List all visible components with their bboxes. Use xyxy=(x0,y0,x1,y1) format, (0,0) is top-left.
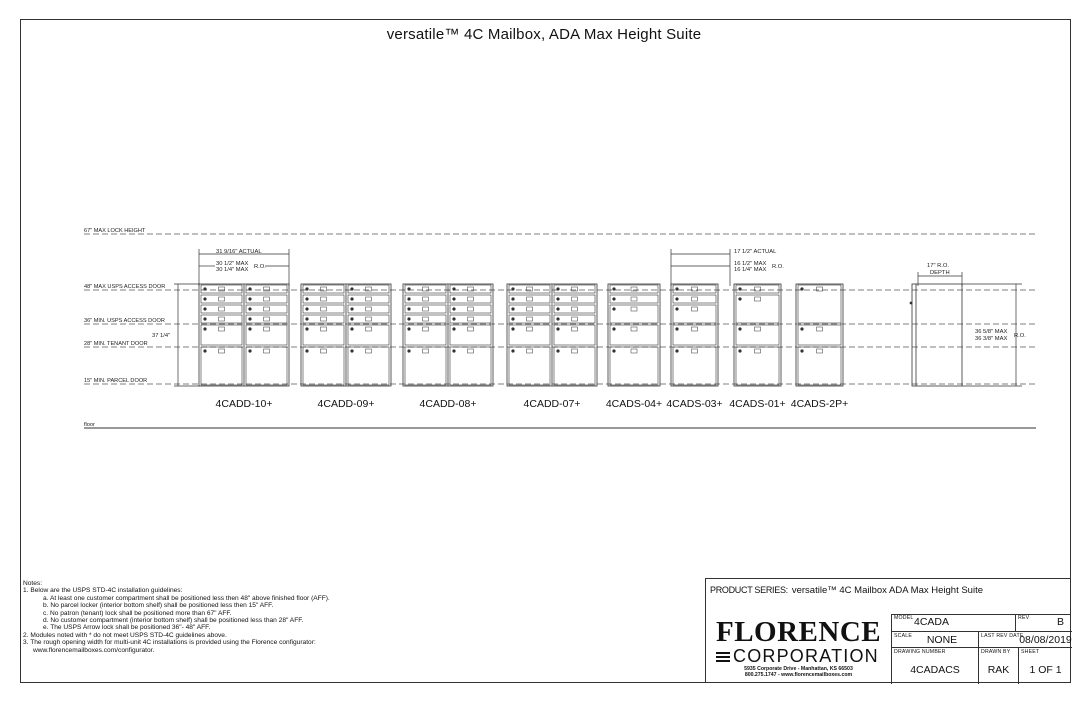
number-plate xyxy=(264,317,270,321)
compartment-door xyxy=(246,325,287,345)
lock-dot xyxy=(204,298,206,300)
lock-dot xyxy=(801,328,803,330)
number-plate xyxy=(423,297,429,301)
dim-depth-word: DEPTH xyxy=(930,270,950,276)
number-plate xyxy=(468,327,474,331)
model-cell: MODEL 4CADA xyxy=(891,614,1015,632)
compartment-door xyxy=(610,325,658,345)
dim-double-max: 30 1/2" MAX xyxy=(216,261,249,267)
compartment-door xyxy=(610,347,658,385)
lock-dot xyxy=(306,318,308,320)
compartment-door xyxy=(554,295,595,303)
sheet-cell: SHEET 1 OF 1 xyxy=(1018,648,1072,684)
number-plate xyxy=(219,297,225,301)
lock-dot xyxy=(351,308,353,310)
lock-dot xyxy=(512,298,514,300)
number-plate xyxy=(755,327,761,331)
compartment-door xyxy=(509,347,550,385)
lock-dot xyxy=(676,328,678,330)
compartment-door xyxy=(405,315,446,323)
number-plate xyxy=(219,349,225,353)
number-plate xyxy=(692,307,698,311)
compartment-door xyxy=(509,325,550,345)
number-plate xyxy=(527,297,533,301)
compartment-door xyxy=(736,285,779,293)
number-plate xyxy=(321,307,327,311)
lock-dot xyxy=(351,288,353,290)
side-view xyxy=(910,284,962,386)
drawing-title: versatile™ 4C Mailbox, ADA Max Height Suite xyxy=(386,26,702,43)
lock-dot xyxy=(557,328,559,330)
dim-height-ro: R.O. xyxy=(1014,333,1026,339)
lock-dot xyxy=(801,288,803,290)
number-plate xyxy=(366,307,372,311)
dim-depth-ro: 17" R.O. xyxy=(927,263,950,269)
lock-dot xyxy=(408,308,410,310)
model-label: 4CADS-01+ xyxy=(729,398,786,410)
note-1e: e. The USPS Arrow lock shall be positioned 36"- 48" AFF. xyxy=(43,624,211,632)
compartment-door xyxy=(303,305,344,313)
number-plate xyxy=(631,307,637,311)
scale-value: NONE xyxy=(926,634,958,646)
lock-dot xyxy=(676,298,678,300)
level-label-parcel-min: 15" MIN. PARCEL DOOR xyxy=(84,378,148,384)
compartment-door xyxy=(201,325,242,345)
mailbox-unit xyxy=(301,284,391,386)
compartment-door xyxy=(610,285,658,293)
rev-value: B xyxy=(1056,616,1064,628)
compartment-door xyxy=(303,325,344,345)
lock-dot xyxy=(453,318,455,320)
number-plate xyxy=(423,327,429,331)
level-label-usps-min: 36" MIN. USPS ACCESS DOOR xyxy=(84,318,165,324)
corporation-logo xyxy=(716,646,879,667)
dim-single-min: 16 1/4" MAX xyxy=(734,267,767,273)
dim-height-max: 36 5/8" MAX xyxy=(975,329,1008,335)
compartment-door xyxy=(348,285,389,293)
last-rev-value: 08/08/2019 xyxy=(1019,634,1072,646)
lock-dot xyxy=(408,318,410,320)
sheet-value: 1 OF 1 xyxy=(1029,664,1062,676)
compartment-door xyxy=(246,285,287,293)
mailbox-unit xyxy=(671,284,718,386)
company-address xyxy=(706,666,891,678)
lock-dot xyxy=(204,318,206,320)
compartment-door xyxy=(673,285,716,293)
number-plate xyxy=(423,349,429,353)
compartment-door xyxy=(554,347,595,385)
title-block xyxy=(705,578,1071,683)
lock-dot xyxy=(557,288,559,290)
model-label: 4CADS-03+ xyxy=(666,398,723,410)
compartment-door xyxy=(673,325,716,345)
compartment-door xyxy=(736,325,779,345)
lock-dot xyxy=(453,298,455,300)
lock-dot xyxy=(676,308,678,310)
number-plate xyxy=(468,349,474,353)
compartment-door xyxy=(405,285,446,293)
note-1b: b. No parcel locker (interior bottom shelf) shall be positioned less then 15" AFF. xyxy=(43,602,274,610)
number-plate xyxy=(321,327,327,331)
level-label-floor: floor xyxy=(84,422,95,428)
model-label: 4CADD-08+ xyxy=(419,398,477,410)
level-label-tenant-min: 28" MIN. TENANT DOOR xyxy=(84,341,148,347)
compartment-door xyxy=(348,295,389,303)
lock-dot xyxy=(351,328,353,330)
mailbox-unit xyxy=(403,284,493,386)
number-plate xyxy=(572,307,578,311)
logo-corp-text: CORPORATION xyxy=(733,646,879,666)
number-plate xyxy=(692,297,698,301)
compartment-door xyxy=(201,305,242,313)
compartment-door xyxy=(450,315,491,323)
compartment-door xyxy=(554,315,595,323)
dim-double-ro: R.O. xyxy=(254,264,266,270)
model-labels xyxy=(216,398,849,410)
compartment-door xyxy=(450,325,491,345)
drawn-by-cell: DRAWN BY RAK xyxy=(978,648,1018,684)
number-plate xyxy=(366,297,372,301)
number-plate xyxy=(572,317,578,321)
number-plate xyxy=(631,327,637,331)
note-3-url: www.florencemailboxes.com/configurator. xyxy=(33,646,155,654)
lock-dot xyxy=(512,318,514,320)
note-1d: d. No customer compartment (interior bottom shelf) shall be positioned less than 28" AFF. xyxy=(43,617,304,625)
compartment-door xyxy=(610,305,658,323)
compartment-door xyxy=(348,315,389,323)
address-line-1: 5935 Corporate Drive - Manhattan, KS 66503 xyxy=(744,666,853,672)
model-label: 4CADD-07+ xyxy=(523,398,581,410)
florence-logo: FLORENCE xyxy=(716,616,882,648)
notes-heading: Notes: xyxy=(23,580,43,587)
number-plate xyxy=(366,317,372,321)
compartment-door xyxy=(246,295,287,303)
number-plate xyxy=(817,349,823,353)
compartment-door xyxy=(554,305,595,313)
note-1: 1. Below are the USPS STD-4C installation guidelines: xyxy=(23,587,183,595)
compartment-door xyxy=(554,325,595,345)
number-plate xyxy=(468,307,474,311)
number-plate xyxy=(219,307,225,311)
number-plate xyxy=(468,297,474,301)
compartment-door xyxy=(450,295,491,303)
compartment-door xyxy=(509,295,550,303)
product-series-label: PRODUCT SERIES: xyxy=(710,585,788,595)
dim-single-actual: 17 1/2" ACTUAL xyxy=(734,249,777,255)
model-label: 4CADS-04+ xyxy=(605,398,663,410)
compartment-door xyxy=(798,325,841,345)
note-1a: a. At least one customer compartment shall be positioned less then 48" above finished floor (AFF). xyxy=(43,594,330,602)
drawing-number-value: 4CADACS xyxy=(910,664,960,676)
number-plate xyxy=(219,317,225,321)
number-plate xyxy=(572,297,578,301)
compartment-door xyxy=(405,305,446,313)
number-plate xyxy=(264,349,270,353)
mailbox-units xyxy=(199,284,843,386)
lock-dot xyxy=(676,288,678,290)
model-label: 4CADD-10+ xyxy=(215,398,273,410)
number-plate xyxy=(527,317,533,321)
compartment-door xyxy=(303,285,344,293)
unit-frame xyxy=(796,284,843,386)
scale-cell: SCALE NONE xyxy=(891,632,978,648)
lock-dot xyxy=(408,298,410,300)
product-series-value: versatile™ 4C Mailbox ADA Max Height Suite xyxy=(791,585,983,596)
compartment-door xyxy=(348,305,389,313)
number-plate xyxy=(423,307,429,311)
lock-dot xyxy=(249,328,251,330)
lock-dot xyxy=(453,350,455,352)
drawing-number-cell: DRAWING NUMBER 4CADACS xyxy=(891,648,978,684)
number-plate xyxy=(572,349,578,353)
lock-dot xyxy=(453,308,455,310)
compartment-door xyxy=(303,295,344,303)
address-line-2: 800.275.1747 - www.florencemailboxes.com xyxy=(744,672,853,678)
dim-single-ro: R.O. xyxy=(772,264,784,270)
model-label: 4CADS-2P+ xyxy=(790,398,849,410)
note-3: 3. The rough opening width for multi-unit 4C installations is provided using the Florence configurator: xyxy=(23,639,316,647)
lock-dot xyxy=(249,288,251,290)
number-plate xyxy=(755,297,761,301)
lock-dot xyxy=(249,318,251,320)
lock-dot xyxy=(453,328,455,330)
model-label: 4CADD-09+ xyxy=(317,398,375,410)
compartment-door xyxy=(246,347,287,385)
lock-dot xyxy=(557,350,559,352)
number-plate xyxy=(321,297,327,301)
notes-block xyxy=(23,580,703,654)
lock-dot xyxy=(739,288,741,290)
number-plate xyxy=(264,307,270,311)
lock-dot xyxy=(557,318,559,320)
compartment-door xyxy=(509,285,550,293)
number-plate xyxy=(264,327,270,331)
dim-height-left: 37 1/4" xyxy=(152,333,171,339)
rev-cell: REV B xyxy=(1015,614,1072,632)
compartment-door xyxy=(201,285,242,293)
lock-dot xyxy=(408,328,410,330)
lock-dot xyxy=(306,288,308,290)
number-plate xyxy=(321,317,327,321)
lock-dot xyxy=(739,350,741,352)
compartment-door xyxy=(673,295,716,303)
compartment-door xyxy=(450,285,491,293)
compartment-door xyxy=(554,285,595,293)
compartment-door xyxy=(405,347,446,385)
lock-dot xyxy=(557,308,559,310)
level-label-max-lock: 67" MAX LOCK HEIGHT xyxy=(84,228,146,234)
compartment-door xyxy=(201,347,242,385)
lock-dot xyxy=(306,328,308,330)
lock-dot xyxy=(739,298,741,300)
number-plate xyxy=(468,317,474,321)
dim-double-actual: 31 9/16" ACTUAL xyxy=(216,249,262,255)
mailbox-unit xyxy=(734,284,781,386)
compartment-door xyxy=(201,295,242,303)
number-plate xyxy=(321,349,327,353)
mailbox-unit xyxy=(796,284,843,386)
mailbox-unit xyxy=(199,284,289,386)
compartment-door xyxy=(348,347,389,385)
lock-dot xyxy=(512,308,514,310)
lock-dot xyxy=(204,328,206,330)
lock-dot xyxy=(351,318,353,320)
lock-dot xyxy=(306,298,308,300)
lock-dot xyxy=(306,308,308,310)
lock-dot xyxy=(557,298,559,300)
number-plate xyxy=(631,297,637,301)
lock-dot xyxy=(512,350,514,352)
number-plate xyxy=(366,349,372,353)
note-1c: c. No patron (tenant) lock shall be positioned more than 67" AFF. xyxy=(43,609,232,617)
lock-dot xyxy=(204,308,206,310)
lock-dot xyxy=(453,288,455,290)
compartment-door xyxy=(405,295,446,303)
lock-dot xyxy=(613,288,615,290)
lock-dot xyxy=(204,288,206,290)
last-rev-cell: LAST REV DATE 08/08/2019 xyxy=(978,632,1072,648)
compartment-door xyxy=(450,305,491,313)
compartment-door xyxy=(450,347,491,385)
lock-dot xyxy=(676,350,678,352)
lock-dot xyxy=(801,350,803,352)
note-2: 2. Modules noted with * do not meet USPS STD-4C guidelines above. xyxy=(23,631,227,639)
number-plate xyxy=(527,349,533,353)
number-plate xyxy=(527,307,533,311)
compartment-door xyxy=(798,285,841,323)
number-plate xyxy=(692,327,698,331)
compartment-door xyxy=(673,305,716,323)
mailbox-unit xyxy=(507,284,597,386)
level-label-usps-max: 48" MAX USPS ACCESS DOOR xyxy=(84,284,166,290)
lock-dot xyxy=(613,328,615,330)
dim-double-min: 30 1/4" MAX xyxy=(216,267,249,273)
compartment-door xyxy=(246,315,287,323)
compartment-door xyxy=(509,305,550,313)
lock-dot xyxy=(613,308,615,310)
number-plate xyxy=(572,327,578,331)
compartment-door xyxy=(673,347,716,385)
lock-dot xyxy=(512,328,514,330)
compartment-door xyxy=(405,325,446,345)
lock-dot xyxy=(408,350,410,352)
lock-dot xyxy=(351,350,353,352)
number-plate xyxy=(817,327,823,331)
number-plate xyxy=(755,349,761,353)
compartment-door xyxy=(201,315,242,323)
number-plate xyxy=(423,317,429,321)
product-series xyxy=(710,585,983,596)
compartment-door xyxy=(303,315,344,323)
lock-dot xyxy=(613,298,615,300)
drawn-by-value: RAK xyxy=(987,664,1010,676)
lock-dot xyxy=(249,308,251,310)
number-plate xyxy=(692,349,698,353)
lock-dot xyxy=(249,298,251,300)
compartment-door xyxy=(736,295,779,323)
compartment-door xyxy=(610,295,658,303)
compartment-door xyxy=(736,347,779,385)
lock-dot xyxy=(306,350,308,352)
lock-dot xyxy=(408,288,410,290)
number-plate xyxy=(264,297,270,301)
compartment-door xyxy=(348,325,389,345)
number-plate xyxy=(219,327,225,331)
model-value: 4CADA xyxy=(914,616,950,628)
number-plate xyxy=(366,327,372,331)
mailbox-unit xyxy=(608,284,660,386)
lock-dot xyxy=(351,298,353,300)
dim-single-max: 16 1/2" MAX xyxy=(734,261,767,267)
menu-bars-icon xyxy=(716,650,730,664)
unit-frame xyxy=(608,284,660,386)
dim-height-min: 36 3/8" MAX xyxy=(975,336,1008,342)
number-plate xyxy=(527,327,533,331)
lock-dot xyxy=(512,288,514,290)
compartment-door xyxy=(509,315,550,323)
compartment-door xyxy=(246,305,287,313)
number-plate xyxy=(631,349,637,353)
lock-dot xyxy=(739,328,741,330)
compartment-door xyxy=(303,347,344,385)
lock-dot xyxy=(204,350,206,352)
lock-dot xyxy=(249,350,251,352)
lock-dot xyxy=(613,350,615,352)
compartment-door xyxy=(798,347,841,385)
